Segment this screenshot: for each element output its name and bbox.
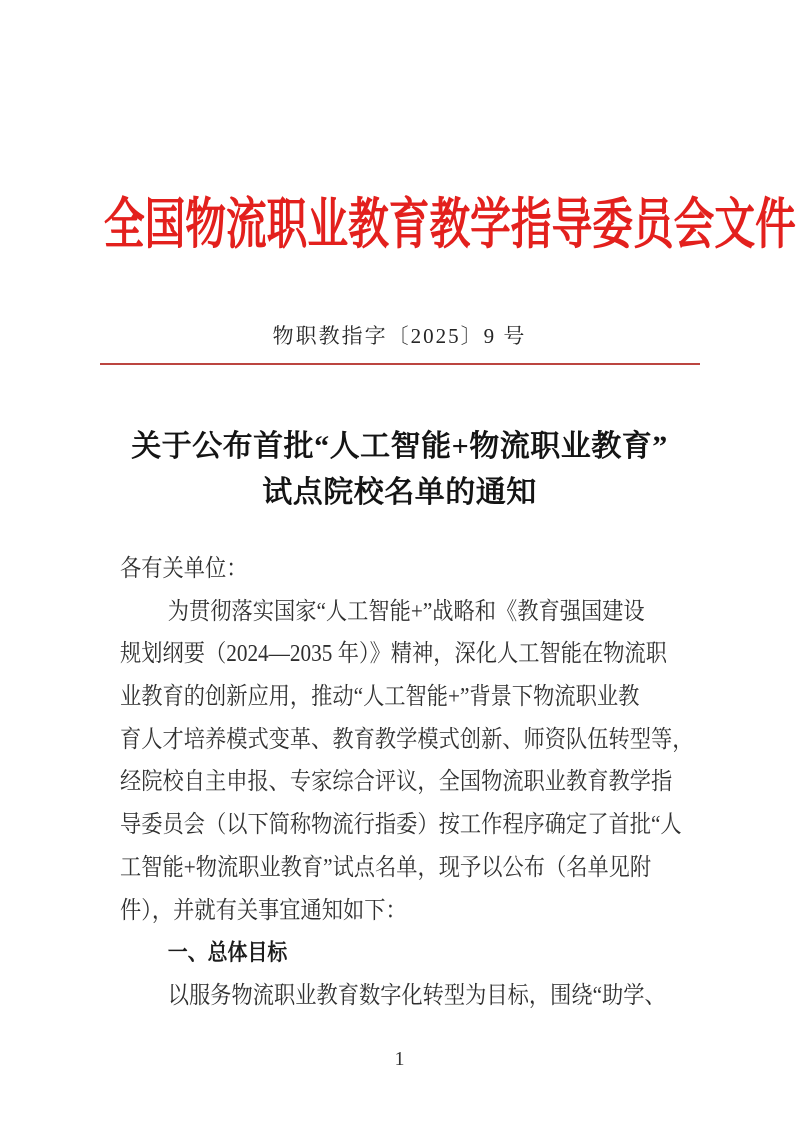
red-divider-line xyxy=(100,363,700,365)
document-title-line2: 试点院校名单的通知 xyxy=(262,476,537,509)
document-body xyxy=(120,548,694,1018)
document-title-line1: 关于公布首批“人工智能+物流职业教育” xyxy=(131,430,668,463)
document-reference-number: 物职教指字〔2025〕9 号 xyxy=(272,324,527,348)
body-line: 业教育的创新应用，推动“人工智能+”背景下物流职业教 xyxy=(120,684,640,711)
body-line: 经院校自主申报、专家综合评议，全国物流职业教育教学指 xyxy=(120,769,673,796)
section-heading-1: 一、总体目标 xyxy=(167,940,288,966)
body-line: 规划纲要（2024—2035 年）》精神，深化人工智能在物流职 xyxy=(120,641,667,668)
body-paragraph-2 xyxy=(120,975,686,1018)
body-line: 件），并就有关事宜通知如下： xyxy=(120,897,407,924)
body-paragraph-1 xyxy=(120,591,694,933)
body-line: 以服务物流职业教育数字化转型为目标，围绕“助学、 xyxy=(167,982,666,1009)
body-line: 育人才培养模式变革、教育教学模式创新、师资队伍转型等， xyxy=(120,726,694,753)
body-line: 为贯彻落实国家“人工智能+”战略和《教育强国建设 xyxy=(167,598,645,625)
salutation-line: 各有关单位： xyxy=(120,556,248,582)
body-line: 工智能+物流职业教育”试点名单，现予以公布（名单见附 xyxy=(120,854,652,881)
issuing-org-header-title: 全国物流职业教育教学指导委员会文件 xyxy=(103,194,796,255)
body-line: 导委员会（以下简称物流行指委）按工作程序确定了首批“人 xyxy=(120,812,682,839)
document-title xyxy=(0,424,799,516)
page-number: 1 xyxy=(394,1048,405,1070)
